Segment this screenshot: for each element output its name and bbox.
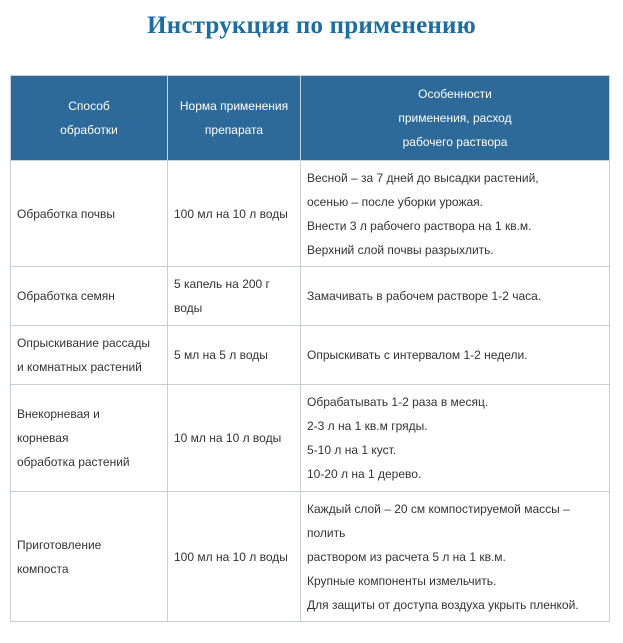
instructions-table (10, 75, 610, 622)
header-features-line: рабочего раствора (402, 135, 508, 149)
cell-method (11, 492, 168, 622)
header-method-line: Способ (68, 99, 110, 113)
cell-method (11, 267, 168, 326)
cell-line: Внести 3 л рабочего раствора на 1 кв.м. (307, 218, 532, 233)
cell-line: Крупные компоненты измельчить. (307, 573, 497, 588)
cell-line: Опрыскивание рассады (17, 336, 150, 350)
cell-line: и комнатных растений (17, 360, 142, 374)
header-norm (168, 76, 301, 161)
cell-line: 100 мл на 10 л воды (174, 549, 288, 564)
page-title: Инструкция по применению (147, 12, 476, 39)
cell-line: Обрабатывать 1-2 раза в месяц. (307, 395, 489, 409)
cell-line: 10 мл на 10 л воды (174, 431, 282, 445)
cell-line: Весной – за 7 дней до высадки растений, (307, 170, 539, 185)
header-norm-line: препарата (204, 123, 264, 137)
cell-norm (168, 161, 301, 267)
cell-norm (168, 492, 301, 622)
cell-line: воды (174, 301, 203, 315)
cell-line: 5-10 л на 1 куст. (307, 443, 397, 457)
cell-line: обработка растений (17, 455, 130, 469)
cell-line: корневая (17, 431, 69, 445)
cell-line: Обработка почвы (17, 206, 116, 221)
header-method-line: обработки (60, 123, 118, 137)
cell-line: Верхний слой почвы разрыхлить. (307, 242, 494, 257)
cell-line: осенью – после уборки урожая. (307, 194, 484, 209)
cell-line: Обработка семян (17, 289, 115, 303)
cell-norm (168, 267, 301, 326)
table-row (11, 326, 610, 385)
header-method (11, 76, 168, 161)
cell-line: 5 капель на 200 г (174, 277, 270, 291)
cell-line: полить (307, 525, 346, 540)
cell-features (301, 492, 610, 622)
cell-line: 2-3 л на 1 кв.м гряды. (307, 419, 428, 433)
table-header-row (11, 76, 610, 161)
header-features (301, 76, 610, 161)
cell-method (11, 161, 168, 267)
cell-line: Замачивать в рабочем растворе 1-2 часа. (307, 289, 542, 303)
table-row (11, 267, 610, 326)
header-features-line: применения, расход (398, 111, 512, 125)
cell-method (11, 385, 168, 492)
cell-line: Приготовление (17, 537, 102, 552)
cell-norm (168, 385, 301, 492)
table-row (11, 385, 610, 492)
cell-line: Для защиты от доступа воздуха укрыть пленкой. (307, 597, 579, 612)
cell-features (301, 161, 610, 267)
cell-line: 100 мл на 10 л воды (174, 206, 288, 221)
cell-line: 10-20 л на 1 дерево. (307, 467, 422, 481)
header-norm-line: Норма применения (179, 99, 289, 113)
cell-line: Каждый слой – 20 см компостируемой массы – (307, 501, 570, 516)
cell-features (301, 385, 610, 492)
cell-features (301, 326, 610, 385)
cell-line: 5 мл на 5 л воды (174, 348, 268, 362)
cell-method (11, 326, 168, 385)
cell-line: Опрыскивать с интервалом 1-2 недели. (307, 348, 528, 362)
cell-line: Внекорневая и (17, 407, 100, 421)
cell-features (301, 267, 610, 326)
cell-norm (168, 326, 301, 385)
header-features-line: Особенности (418, 87, 492, 101)
table-row (11, 492, 610, 622)
cell-line: компоста (17, 561, 69, 576)
table-row (11, 161, 610, 267)
cell-line: раствором из расчета 5 л на 1 кв.м. (307, 549, 506, 564)
